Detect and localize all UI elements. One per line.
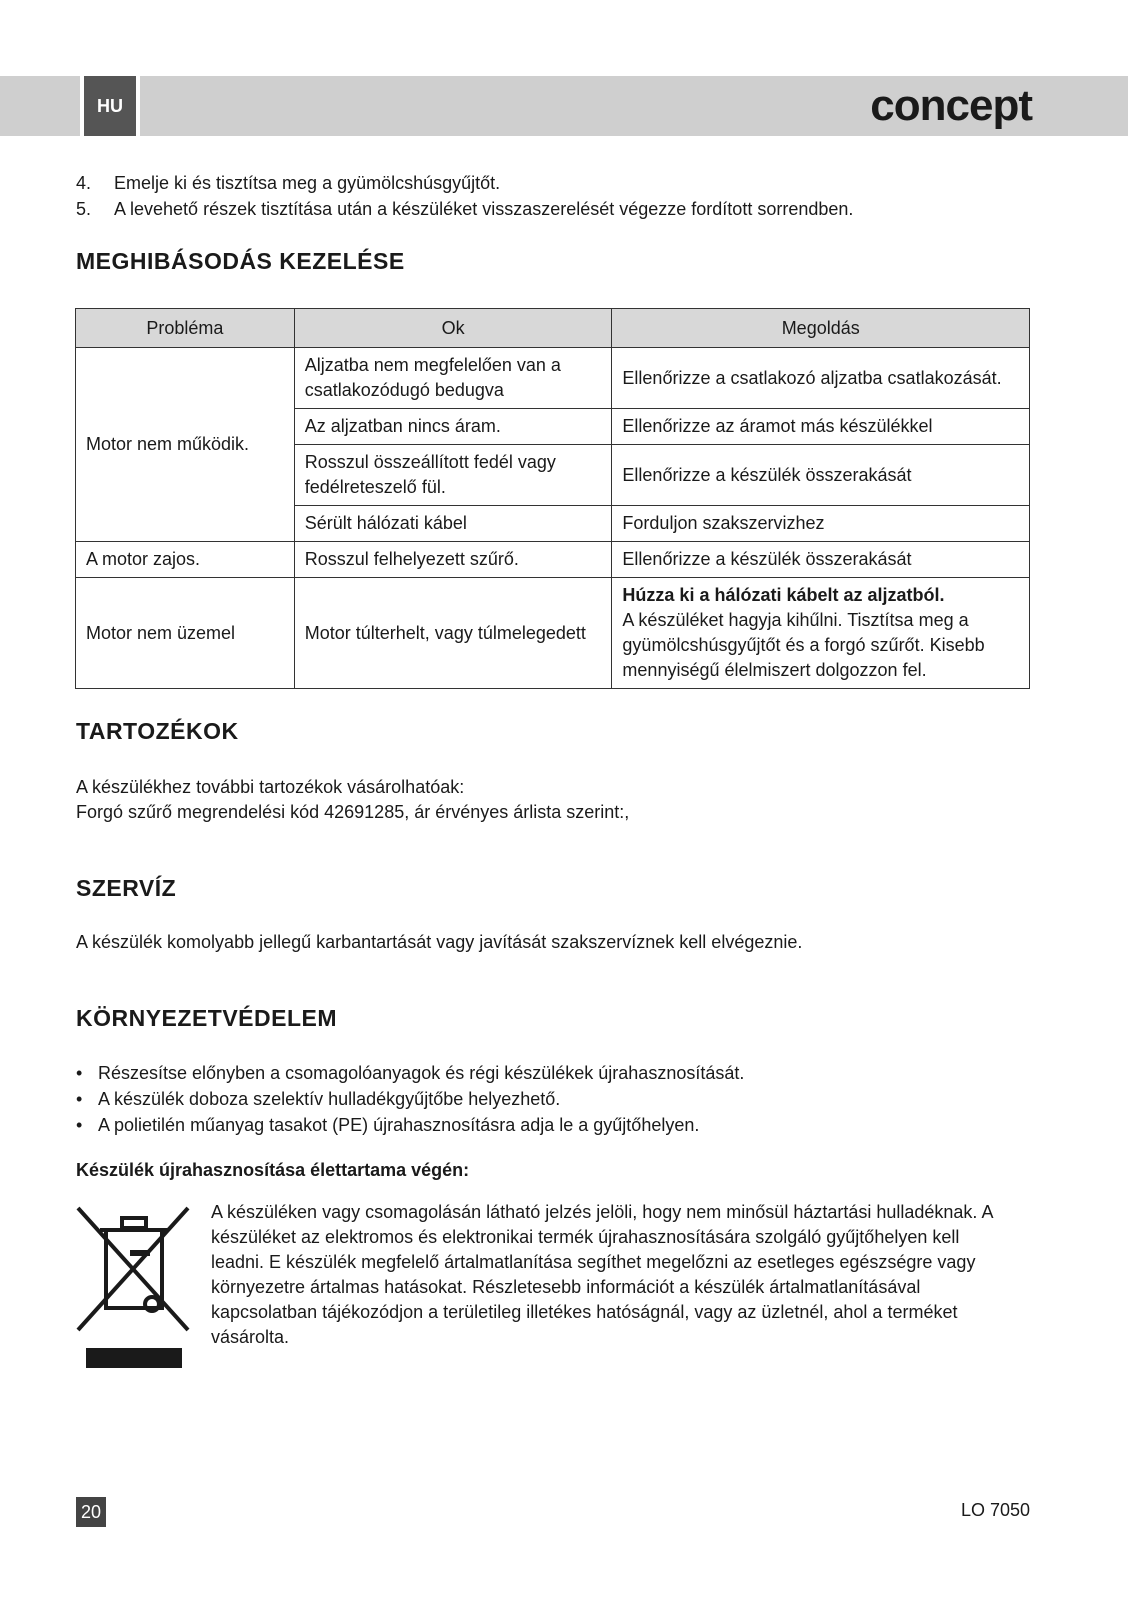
- solution-bold-text: Húzza ki a hálózati kábelt az aljzatból.: [622, 585, 945, 605]
- list-item: [76, 170, 853, 196]
- accessories-heading: TARTOZÉKOK: [76, 718, 239, 744]
- troubleshooting-table: [75, 308, 1030, 689]
- cause-cell: Aljzatba nem megfelelően van a csatlakozódugó bedugva: [294, 348, 612, 409]
- problem-cell: Motor nem működik.: [76, 348, 295, 542]
- recycling-text: A készüléken vagy csomagolásán látható jelzés jelöli, hogy nem minősül háztartási hulladéknak. A készüléket az elektromos és elektronikai termék újrahasznosítására szolgáló gyűjtőhelyen kell leadni. E készülék megfelelő ártalmatlanítása segíthet megelőzni az esetleges egészségre vagy környezetre ártalmas hatásokat. Részletesebb információt a készülék ártalmatlanításával kapcsolatban tájékozódjon a területileg illetékes hatóságnál, vagy az üzletnél, ahol a terméket vásárolta.: [211, 1202, 993, 1347]
- cause-cell: Rosszul felhelyezett szűrő.: [294, 542, 612, 578]
- environment-heading: KÖRNYEZETVÉDELEM: [76, 1005, 338, 1031]
- solution-cell: Ellenőrizze az áramot más készülékkel: [612, 409, 1030, 445]
- cause-cell: Az aljzatban nincs áram.: [294, 409, 612, 445]
- step-number: 5.: [76, 199, 92, 219]
- accessories-text-1: A készülékhez további tartozékok vásárolhatóak:: [76, 777, 465, 797]
- table-row: [76, 542, 1030, 578]
- table-row: [76, 348, 1030, 409]
- list-item: • Részesítse előnyben a csomagolóanyagok és régi készülékek újrahasznosítását.: [76, 1060, 744, 1086]
- cause-cell: Motor túlterhelt, vagy túlmelegedett: [294, 578, 612, 689]
- list-item: [76, 196, 853, 222]
- solution-text: A készüléket hagyja kihűlni. Tisztítsa meg a gyümölcshúsgyűjtőt és a forgó szűrőt. Kisebb mennyiségű élelmiszert dolgozzon fel.: [622, 610, 985, 680]
- brand-logo: concept: [870, 81, 1032, 130]
- table-row: [76, 578, 1030, 689]
- bullet-text: A készülék doboza szelektív hulladékgyűjtőbe helyezhető.: [98, 1089, 561, 1109]
- crossed-out-wheelie-bin-icon: [74, 1200, 194, 1370]
- list-item: • A készülék doboza szelektív hulladékgyűjtőbe helyezhető.: [76, 1086, 744, 1112]
- list-item: • A polietilén műanyag tasakot (PE) újrahasznosításra adja le a gyűjtőhelyen.: [76, 1112, 744, 1138]
- service-text: A készülék komolyabb jellegű karbantartását vagy javítását szakszervíznek kell elvégeznie.: [76, 932, 803, 952]
- environment-list: [76, 1060, 744, 1138]
- solution-cell: [612, 578, 1030, 689]
- cleaning-steps: [76, 170, 853, 222]
- solution-cell: Forduljon szakszervizhez: [612, 506, 1030, 542]
- step-text: Emelje ki és tisztítsa meg a gyümölcshúsgyűjtőt.: [114, 173, 501, 193]
- bullet-text: A polietilén műanyag tasakot (PE) újrahasznosításra adja le a gyűjtőhelyen.: [98, 1115, 700, 1135]
- step-text: A levehető részek tisztítása után a készüléket visszaszerelését végezze fordított sorrendben.: [114, 199, 854, 219]
- solution-cell: Ellenőrizze a készülék összerakását: [612, 542, 1030, 578]
- problem-cell: Motor nem üzemel: [76, 578, 295, 689]
- solution-cell: Ellenőrizze a készülék összerakását: [612, 445, 1030, 506]
- recycling-title: Készülék újrahasznosítása élettartama végén:: [76, 1160, 470, 1180]
- column-header-problem: Probléma: [76, 309, 295, 348]
- bullet-text: Részesítse előnyben a csomagolóanyagok és régi készülékek újrahasznosítását.: [98, 1063, 745, 1083]
- accessories-text-2: Forgó szűrő megrendelési kód 42691285, ár érvényes árlista szerint:,: [76, 802, 630, 822]
- solution-cell: Ellenőrizze a csatlakozó aljzatba csatlakozását.: [612, 348, 1030, 409]
- service-heading: SZERVÍZ: [76, 875, 177, 901]
- column-header-solution: Megoldás: [612, 309, 1030, 348]
- step-number: 4.: [76, 173, 92, 193]
- troubleshooting-heading: MEGHIBÁSODÁS KEZELÉSE: [76, 248, 405, 274]
- model-number: LO 7050: [960, 1500, 1030, 1520]
- table-header-row: [76, 309, 1030, 348]
- cause-cell: Sérült hálózati kábel: [294, 506, 612, 542]
- column-header-cause: Ok: [294, 309, 612, 348]
- cause-cell: Rosszul összeállított fedél vagy fedélreteszelő fül.: [294, 445, 612, 506]
- language-badge: HU: [80, 76, 140, 136]
- problem-cell: A motor zajos.: [76, 542, 295, 578]
- page-number: 20: [76, 1497, 106, 1527]
